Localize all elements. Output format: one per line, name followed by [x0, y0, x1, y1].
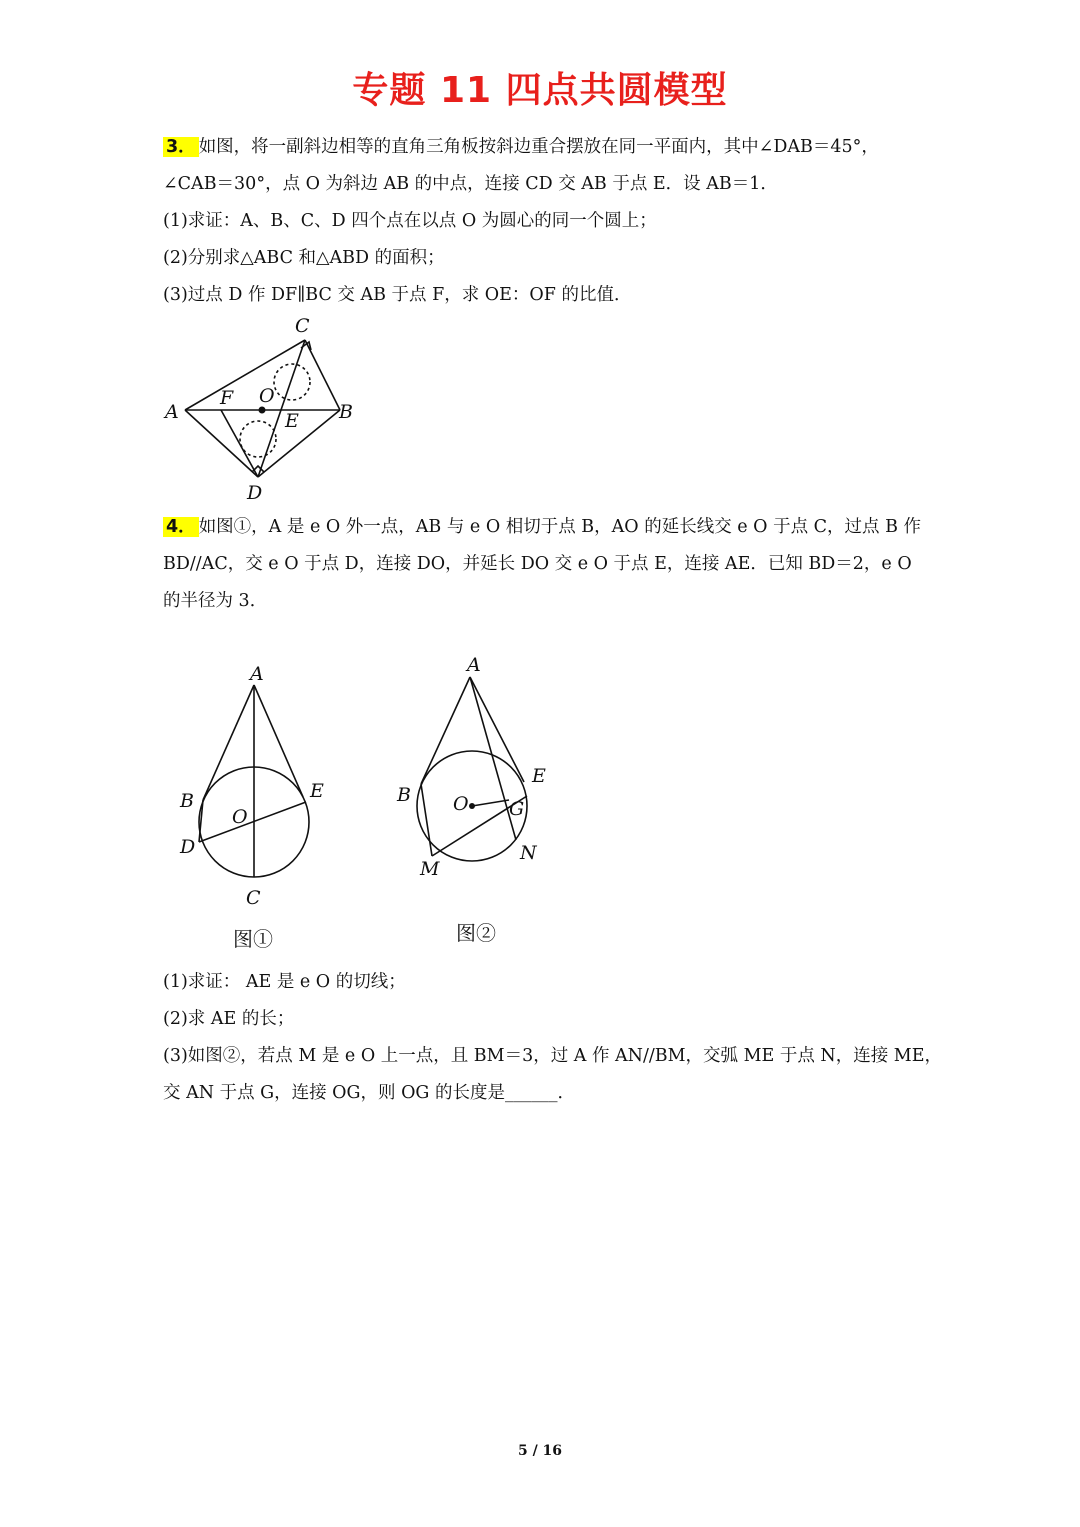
fig2-label-A: A [467, 654, 481, 676]
page-number: 5 / 16 [517, 1443, 563, 1459]
figure-2-caption: 图② [456, 921, 496, 945]
q3-line-1 [163, 135, 879, 159]
q4-number: 4． [163, 517, 199, 537]
label-O: O [259, 385, 275, 407]
fig2-label-M: M [420, 858, 440, 880]
label-F: F [220, 387, 234, 409]
q3-number: 3． [163, 137, 199, 157]
q4-line-1 [163, 515, 921, 539]
q3-part-2: (2)分别求△ABC 和△ABD 的面积； [163, 248, 445, 268]
fig1-label-O: O [232, 806, 248, 828]
fig1-label-C: C [246, 887, 261, 909]
q4-line-2: BD//AC，交 e O 于点 D，连接 DO，并延长 DO 交 e O 于点 E，连接 AE．已知 BD＝2，e O [163, 554, 912, 574]
fig1-label-B: B [180, 790, 194, 812]
label-A: A [165, 401, 179, 423]
figure-1-caption: 图① [233, 927, 273, 951]
fig2-label-G: G [509, 798, 525, 820]
q4-part-3: (3)如图②，若点 M 是 e O 上一点，且 BM＝3，过 A 作 AN//BM，交弧 ME 于点 N，连接 ME， [163, 1046, 942, 1066]
q4-text: 如图①，A 是 e O 外一点，AB 与 e O 相切于点 B，AO 的延长线交 e O 于点 C，过点 B 作 [198, 517, 922, 537]
fig2-label-B: B [397, 784, 411, 806]
page-title: 专题 11 四点共圆模型 [352, 70, 728, 111]
q4-part-2: (2)求 AE 的长； [163, 1009, 295, 1029]
q4-part-3-cont: 交 AN 于点 G，连接 OG，则 OG 的长度是______． [163, 1083, 575, 1103]
q4-part-1: (1)求证： AE 是 e O 的切线； [163, 972, 406, 992]
fig1-label-A: A [250, 663, 264, 685]
q3-figure [155, 312, 365, 507]
q4-line-3: 的半径为 3． [163, 591, 268, 611]
fig1-label-E: E [310, 780, 324, 802]
q4-figure-2 [390, 650, 560, 890]
label-B: B [339, 401, 353, 423]
q3-part-1: (1)求证：A、B、C、D 四个点在以点 O 为圆心的同一个圆上； [163, 211, 657, 231]
center-point [259, 407, 266, 414]
fig2-label-E: E [532, 765, 546, 787]
q3-part-3: (3)过点 D 作 DF∥BC 交 AB 于点 F，求 OE：OF 的比值． [163, 285, 632, 305]
label-C: C [295, 315, 310, 337]
fig1-label-D: D [180, 836, 196, 858]
label-D: D [247, 482, 263, 504]
q3-line-2: ∠CAB＝30°，点 O 为斜边 AB 的中点，连接 CD 交 AB 于点 E．设 AB＝1． [163, 174, 778, 194]
label-E: E [285, 410, 299, 432]
fig2-label-N: N [520, 842, 537, 864]
q4-figure-1 [170, 655, 340, 915]
fig2-label-O: O [453, 793, 469, 815]
q3-text: 如图，将一副斜边相等的直角三角板按斜边重合摆放在同一平面内，其中∠DAB＝45°， [198, 137, 879, 157]
